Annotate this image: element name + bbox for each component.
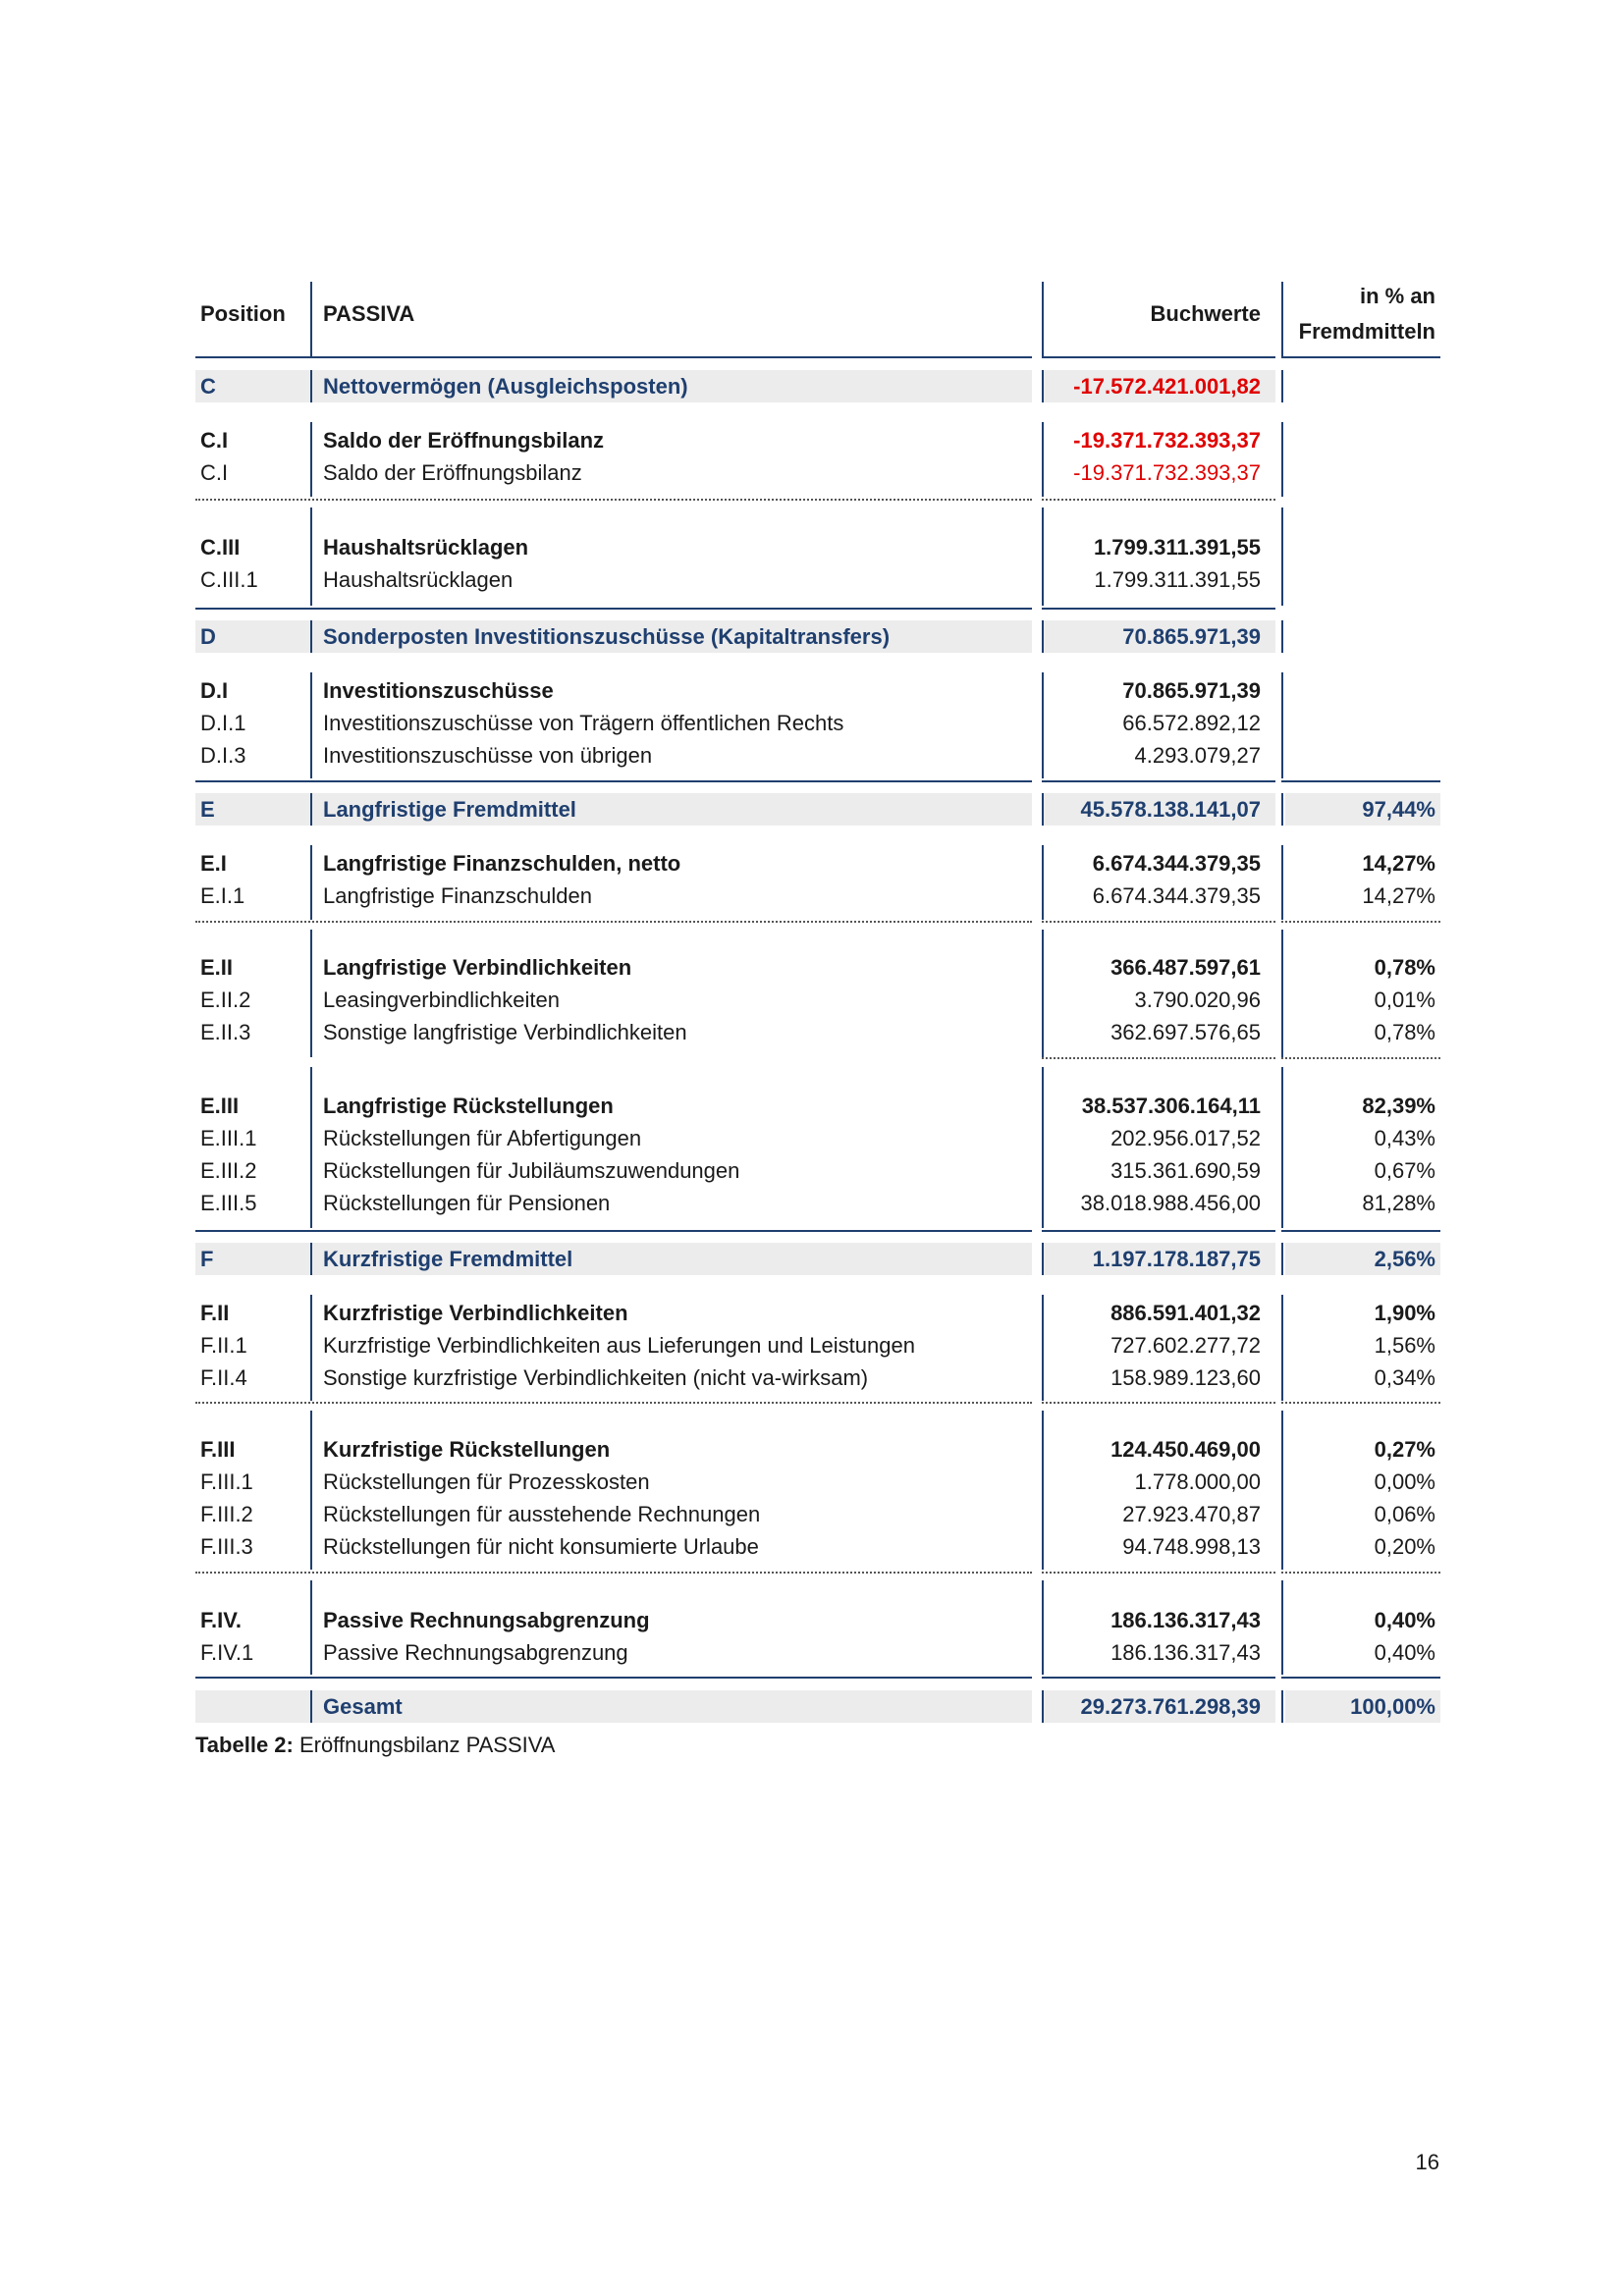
header-buchwerte: Buchwerte xyxy=(1150,301,1261,326)
total-row xyxy=(195,1690,1440,1723)
row-pct: 81,28% xyxy=(1362,1191,1435,1215)
dotted-rule xyxy=(1042,1402,1275,1404)
caption-label: Tabelle 2: xyxy=(195,1733,294,1757)
page-number: 16 xyxy=(1415,2150,1439,2174)
row-label: Langfristige Verbindlichkeiten xyxy=(323,955,632,980)
table-row xyxy=(195,1362,1440,1394)
table-header xyxy=(195,282,1440,358)
row-value: 886.591.401,32 xyxy=(1110,1301,1261,1325)
table-row xyxy=(195,531,1440,563)
row-value: 4.293.079,27 xyxy=(1134,743,1261,768)
dotted-rule xyxy=(195,921,1032,923)
row-pos: E.I.1 xyxy=(200,883,245,908)
dotted-rule xyxy=(1042,1572,1275,1574)
table-row xyxy=(195,739,1440,772)
row-value: 362.697.576,65 xyxy=(1110,1020,1261,1044)
table-row xyxy=(195,1530,1440,1563)
row-pct: 0,00% xyxy=(1374,1469,1435,1494)
row-pos: F.II.4 xyxy=(200,1365,247,1390)
row-pct: 1,90% xyxy=(1374,1301,1435,1325)
dotted-rule xyxy=(195,499,1032,501)
row-value: -19.371.732.393,37 xyxy=(1073,460,1261,485)
row-value: 727.602.277,72 xyxy=(1110,1333,1261,1358)
dotted-rule xyxy=(195,1402,1032,1404)
row-value: 38.018.988.456,00 xyxy=(1080,1191,1261,1215)
table-row xyxy=(195,707,1440,739)
row-pct: 0,78% xyxy=(1374,955,1435,980)
row-label: Haushaltsrücklagen xyxy=(323,567,514,592)
row-pos: E.I xyxy=(200,851,227,876)
table-row xyxy=(195,1122,1440,1154)
section-rule xyxy=(195,780,1032,782)
section-rule xyxy=(1281,1230,1440,1232)
header-pct-line2: Fremdmitteln xyxy=(1298,319,1435,344)
row-value: 27.923.470,87 xyxy=(1122,1502,1261,1526)
row-pos: C.I xyxy=(200,460,229,485)
table-row xyxy=(195,847,1440,880)
section-rule xyxy=(1281,1677,1440,1679)
dotted-rule xyxy=(1042,921,1275,923)
section-pos: E xyxy=(200,797,215,822)
row-pos: F.II xyxy=(200,1301,230,1325)
row-label: Kurzfristige Rückstellungen xyxy=(323,1437,611,1462)
row-label: Rückstellungen für Jubiläumszuwendungen xyxy=(323,1158,740,1183)
row-pos: F.III.2 xyxy=(200,1502,253,1526)
row-pct: 14,27% xyxy=(1362,883,1435,908)
row-label: Sonstige kurzfristige Verbindlichkeiten (nicht va-wirksam) xyxy=(323,1365,869,1390)
row-value: 158.989.123,60 xyxy=(1110,1365,1261,1390)
section-row-D xyxy=(195,620,1440,653)
section-pos: F xyxy=(200,1247,214,1271)
row-pos: E.III.2 xyxy=(200,1158,257,1183)
dotted-rule xyxy=(195,1572,1032,1574)
header-pct-line1: in % an xyxy=(1359,284,1435,308)
dotted-rule xyxy=(1281,1572,1440,1574)
dotted-rule xyxy=(1281,921,1440,923)
table-row xyxy=(195,456,1440,489)
section-value: 70.865.971,39 xyxy=(1122,624,1261,649)
section-rule xyxy=(1042,1230,1275,1232)
section-pct: 2,56% xyxy=(1374,1247,1435,1271)
row-pos: E.III.1 xyxy=(200,1126,257,1150)
section-value: 1.197.178.187,75 xyxy=(1092,1247,1261,1271)
row-value: 124.450.469,00 xyxy=(1110,1437,1261,1462)
section-label: Nettovermögen (Ausgleichsposten) xyxy=(323,374,688,399)
total-pct: 100,00% xyxy=(1350,1694,1435,1719)
table-caption xyxy=(195,1733,555,1758)
row-pos: E.III xyxy=(200,1094,240,1118)
row-pos: F.III xyxy=(200,1437,236,1462)
row-label: Investitionszuschüsse xyxy=(323,678,554,703)
section-label: Langfristige Fremdmittel xyxy=(323,797,576,822)
row-pct: 0,43% xyxy=(1374,1126,1435,1150)
table-row xyxy=(195,1466,1440,1498)
row-label: Rückstellungen für Abfertigungen xyxy=(323,1126,642,1150)
row-pct: 0,67% xyxy=(1374,1158,1435,1183)
table-row xyxy=(195,1187,1440,1219)
total-value: 29.273.761.298,39 xyxy=(1080,1694,1261,1719)
row-label: Kurzfristige Verbindlichkeiten xyxy=(323,1301,628,1325)
total-label: Gesamt xyxy=(323,1694,403,1719)
row-label: Haushaltsrücklagen xyxy=(323,535,529,560)
table-row xyxy=(195,1604,1440,1636)
dotted-rule xyxy=(1281,1057,1440,1059)
row-label: Saldo der Eröffnungsbilanz xyxy=(323,460,582,485)
row-label: Investitionszuschüsse von Trägern öffentlichen Rechts xyxy=(323,711,844,735)
row-label: Passive Rechnungsabgrenzung xyxy=(323,1640,628,1665)
row-label: Rückstellungen für nicht konsumierte Urlaube xyxy=(323,1534,759,1559)
row-pos: C.I xyxy=(200,428,229,453)
table-row xyxy=(195,880,1440,912)
section-rule xyxy=(1042,780,1275,782)
row-pos: F.III.3 xyxy=(200,1534,253,1559)
row-pos: C.III.1 xyxy=(200,567,258,592)
caption-text: Eröffnungsbilanz PASSIVA xyxy=(293,1733,556,1757)
row-label: Rückstellungen für ausstehende Rechnungen xyxy=(323,1502,761,1526)
section-row-F xyxy=(195,1243,1440,1275)
row-value: 6.674.344.379,35 xyxy=(1092,883,1261,908)
row-pct: 0,27% xyxy=(1374,1437,1435,1462)
row-pos: D.I xyxy=(200,678,229,703)
row-label: Langfristige Finanzschulden, netto xyxy=(323,851,681,876)
row-pct: 0,40% xyxy=(1374,1608,1435,1632)
section-pos: C xyxy=(200,374,216,399)
section-label: Sonderposten Investitionszuschüsse (Kapitaltransfers) xyxy=(323,624,891,649)
row-value: 1.799.311.391,55 xyxy=(1093,535,1261,560)
header-passiva: PASSIVA xyxy=(323,301,415,326)
row-pos: F.II.1 xyxy=(200,1333,247,1358)
row-pos: F.IV. xyxy=(200,1608,242,1632)
row-value: 186.136.317,43 xyxy=(1110,1640,1261,1665)
row-pct: 0,34% xyxy=(1374,1365,1435,1390)
row-value: 315.361.690,59 xyxy=(1110,1158,1261,1183)
row-label: Langfristige Finanzschulden xyxy=(323,883,592,908)
dotted-rule xyxy=(1042,499,1275,501)
section-rule xyxy=(1281,780,1440,782)
section-label: Kurzfristige Fremdmittel xyxy=(323,1247,573,1271)
table-row xyxy=(195,984,1440,1016)
table-row xyxy=(195,1154,1440,1187)
table-row xyxy=(195,424,1440,456)
row-value: 6.674.344.379,35 xyxy=(1092,851,1261,876)
row-pct: 0,06% xyxy=(1374,1502,1435,1526)
row-value: 38.537.306.164,11 xyxy=(1081,1094,1261,1118)
row-value: 1.799.311.391,55 xyxy=(1094,567,1261,592)
row-label: Investitionszuschüsse von übrigen xyxy=(323,743,653,768)
section-row-E xyxy=(195,793,1440,826)
row-value: 70.865.971,39 xyxy=(1122,678,1261,703)
row-pos: F.III.1 xyxy=(200,1469,253,1494)
section-rule xyxy=(195,608,1032,610)
row-value: 1.778.000,00 xyxy=(1134,1469,1261,1494)
row-pos: C.III xyxy=(200,535,241,560)
table-row xyxy=(195,563,1440,596)
section-rule xyxy=(1042,608,1275,610)
header-rule xyxy=(195,356,1032,358)
row-label: Langfristige Rückstellungen xyxy=(323,1094,614,1118)
row-pos: E.II.2 xyxy=(200,988,251,1012)
row-label: Rückstellungen für Prozesskosten xyxy=(323,1469,650,1494)
section-value: 45.578.138.141,07 xyxy=(1080,797,1261,822)
table-row xyxy=(195,1498,1440,1530)
row-pct: 14,27% xyxy=(1362,851,1435,876)
row-pos: E.II xyxy=(200,955,234,980)
section-value: -17.572.421.001,82 xyxy=(1073,374,1261,399)
row-value: 3.790.020,96 xyxy=(1134,988,1261,1012)
table-row xyxy=(195,1329,1440,1362)
row-label: Rückstellungen für Pensionen xyxy=(323,1191,611,1215)
row-pct: 0,40% xyxy=(1374,1640,1435,1665)
table-row xyxy=(195,1090,1440,1122)
row-pos: F.IV.1 xyxy=(200,1640,254,1665)
section-pos: D xyxy=(200,624,216,649)
table-row xyxy=(195,674,1440,707)
dotted-rule xyxy=(1281,1402,1440,1404)
row-pos: E.III.5 xyxy=(200,1191,257,1215)
dotted-rule xyxy=(1042,1057,1275,1059)
row-pct: 0,01% xyxy=(1374,988,1435,1012)
row-value: 66.572.892,12 xyxy=(1122,711,1261,735)
table-row xyxy=(195,951,1440,984)
row-pos: D.I.1 xyxy=(200,711,246,735)
row-label: Passive Rechnungsabgrenzung xyxy=(323,1608,650,1632)
row-pct: 82,39% xyxy=(1362,1094,1435,1118)
row-value: 366.487.597,61 xyxy=(1110,955,1261,980)
header-rule xyxy=(1281,356,1440,358)
table-row xyxy=(195,1297,1440,1329)
table-row xyxy=(195,1016,1440,1048)
section-rule xyxy=(195,1230,1032,1232)
row-value: 94.748.998,13 xyxy=(1122,1534,1261,1559)
row-label: Leasingverbindlichkeiten xyxy=(323,988,560,1012)
row-label: Sonstige langfristige Verbindlichkeiten xyxy=(323,1020,687,1044)
section-rule xyxy=(195,1677,1032,1679)
row-value: -19.371.732.393,37 xyxy=(1073,428,1261,453)
section-rule xyxy=(1042,1677,1275,1679)
table-row xyxy=(195,1433,1440,1466)
row-pos: E.II.3 xyxy=(200,1020,251,1044)
row-value: 202.956.017,52 xyxy=(1110,1126,1261,1150)
row-pct: 0,78% xyxy=(1374,1020,1435,1044)
section-row-C xyxy=(195,370,1440,402)
header-rule xyxy=(1042,356,1275,358)
row-pct: 1,56% xyxy=(1374,1333,1435,1358)
row-value: 186.136.317,43 xyxy=(1110,1608,1261,1632)
section-pct: 97,44% xyxy=(1362,797,1435,822)
table-row xyxy=(195,1636,1440,1669)
row-label: Saldo der Eröffnungsbilanz xyxy=(323,428,605,453)
row-pos: D.I.3 xyxy=(200,743,246,768)
row-label: Kurzfristige Verbindlichkeiten aus Lieferungen und Leistungen xyxy=(323,1333,915,1358)
row-pct: 0,20% xyxy=(1374,1534,1435,1559)
header-position: Position xyxy=(200,301,286,326)
